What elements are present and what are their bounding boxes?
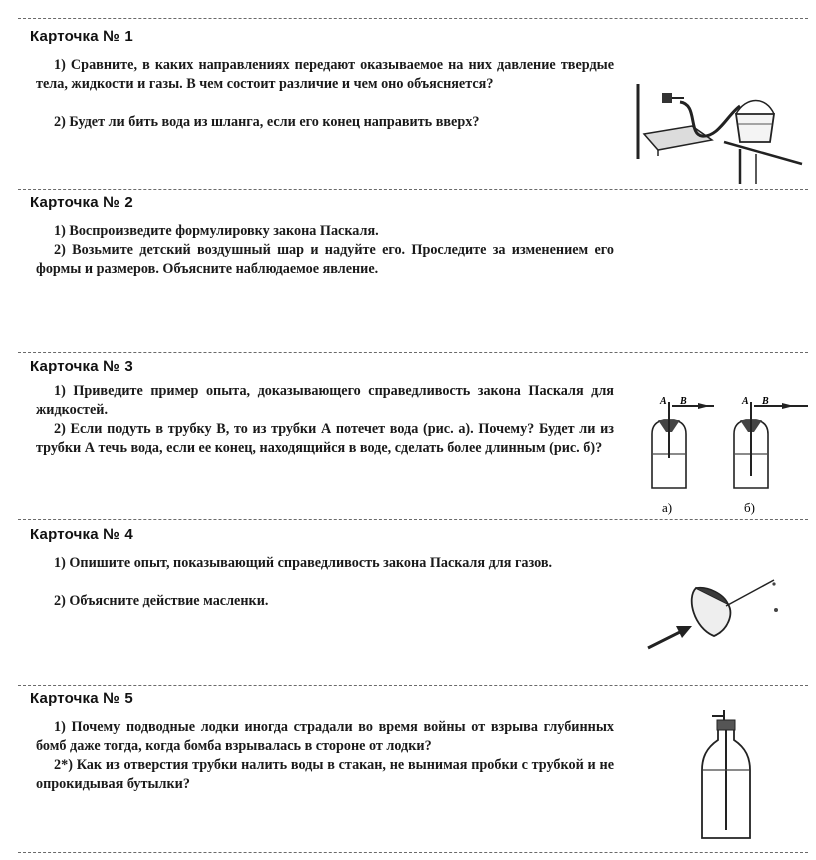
figure-label-a: а) (662, 500, 673, 515)
card-title: Карточка № 4 (30, 526, 133, 543)
question-text: 2) Если подуть в трубку В, то из трубки А потечет вода (рис. а). Почему? Будет ли из трубки А течь вода, если ее конец, находящийся в воде, сделать более длинным (рис. б)? (36, 421, 614, 456)
tube-label-a: А (742, 396, 749, 407)
card-separator (18, 852, 808, 853)
card-title: Карточка № 3 (30, 358, 133, 375)
question-text: 2*) Как из отверстия трубки налить воды в стакан, не вынимая пробки с трубкой и не опрокидывая бутылки? (36, 757, 614, 792)
card-separator (18, 519, 808, 520)
card-title: Карточка № 2 (30, 194, 133, 211)
question-text: 1) Приведите пример опыта, доказывающего справедливость закона Паскаля для жидкостей. (36, 383, 614, 418)
card-title: Карточка № 5 (30, 690, 133, 707)
tube-label-b: В (762, 396, 769, 407)
card-title: Карточка № 1 (30, 28, 133, 45)
question-text: 2) Будет ли бить вода из шланга, если его конец направить вверх? (54, 114, 480, 130)
hose-bucket-figure (628, 74, 804, 186)
bottle-figure (690, 708, 770, 846)
card-separator (18, 352, 808, 353)
question-text: 2) Возьмите детский воздушный шар и надуйте его. Проследите за изменением его формы и размеров. Объясните наблюдаемое явление. (36, 242, 614, 277)
oiler-figure (640, 570, 790, 656)
card-separator (18, 685, 808, 686)
question-text: 1) Сравните, в каких направлениях передают оказываемое на них давление твердые тела, жидкости и газы. В чем состоит различие и чем оно объясняется? (36, 57, 614, 92)
card-separator (18, 18, 808, 19)
tube-label-b: В (680, 396, 687, 407)
flask-tubes-figure (632, 392, 812, 518)
question-text: 2) Объясните действие масленки. (54, 593, 269, 609)
card-separator (18, 189, 808, 190)
question-text: 1) Опишите опыт, показывающий справедливость закона Паскаля для газов. (54, 555, 553, 571)
flask-a (652, 396, 714, 515)
flask-b (734, 396, 808, 515)
tube-label-a: А (660, 396, 667, 407)
figure-label-b: б) (744, 500, 755, 515)
question-text: 1) Воспроизведите формулировку закона Паскаля. (54, 223, 379, 239)
question-text: 1) Почему подводные лодки иногда страдали во время войны от взрыва глубинных бомб даже тогда, когда бомба взрывалась в стороне от лодки? (36, 719, 614, 754)
